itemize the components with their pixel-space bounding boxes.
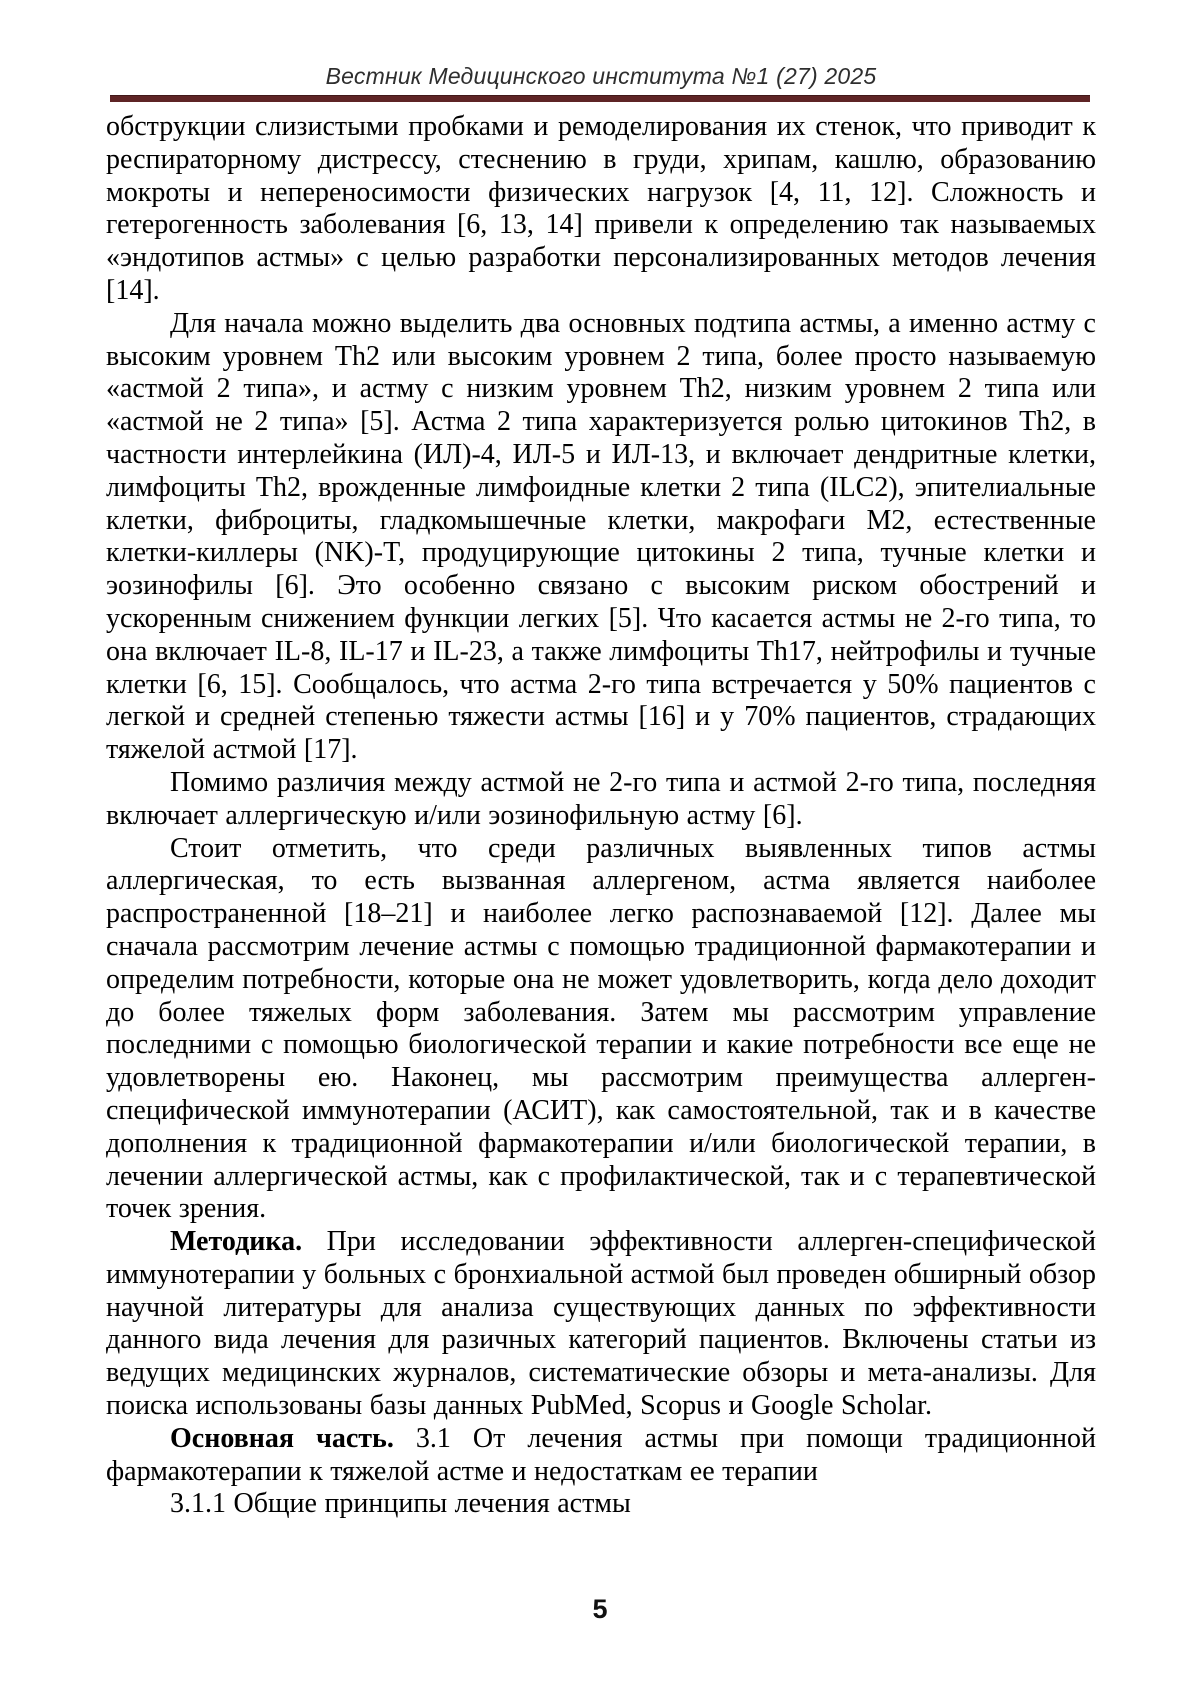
paragraph: Основная часть. 3.1 От лечения астмы при помощи традиционной фармакотерапии к тяжелой астме и недостаткам ее терапии — [106, 1422, 1097, 1487]
paragraph-lead: Основная часть. — [170, 1422, 394, 1454]
header-divider-rule — [110, 95, 1090, 102]
paragraph: Стоит отметить, что среди различных выявленных типов астмы аллергическая, то есть вызванная аллергеном, астма является наиболее распространенной [18–21] и наиболее легко распознаваемой [12]. Далее мы сначала рассмотрим лечение астмы с помощью традиционной фармакотерапии и определим потребности, которые она не может удовлетворить, когда дело доходит до более тяжелых форм заболевания. Затем мы рассмотрим управление последними с помощью биологической терапии и какие потребности все еще не удовлетворены ею. Наконец, мы рассмотрим преимущества аллерген-специфической иммунотерапии (АСИТ), как самостоятельной, так и в качестве дополнения к традиционной фармакотерапии и/или биологической терапии, в лечении аллергической астмы, как с профилактической, так и с терапевтической точек зрения. — [106, 832, 1096, 1225]
paragraph: Помимо различия между астмой не 2-го типа и астмой 2-го типа, последняя включает аллергическую и/или эозинофильную астму [6]. — [106, 766, 1096, 831]
paragraph: 3.1.1 Общие принципы лечения астмы — [170, 1488, 631, 1520]
paragraph-lead: Методика. — [170, 1226, 303, 1258]
article-body — [106, 111, 1096, 1521]
page-number: 5 — [592, 1594, 608, 1624]
paragraph: обструкции слизистыми пробками и ремоделирования их стенок, что приводит к респираторному дистрессу, стеснению в груди, хрипам, кашлю, образованию мокроты и непереносимости физических нагрузок [4, 11, 12]. Сложность и гетерогенность заболевания [6, 13, 14] привели к определению так называемых «эндотипов астмы» с целью разработки персонализированных методов лечения [14]. — [106, 111, 1096, 306]
journal-running-head: Вестник Медицинского института №1 (27) 2025 — [325, 63, 877, 89]
paragraph: Для начала можно выделить два основных подтипа астмы, а именно астму с высоким уровнем Th2 или высоким уровнем 2 типа, более просто называемую «астмой 2 типа», и астму с низким уровнем Th2, низким уровнем 2 типа или «астмой не 2 типа» [5]. Астма 2 типа характеризуется ролью цитокинов Th2, в частности интерлейкина (ИЛ)-4, ИЛ-5 и ИЛ-13, и включает дендритные клетки, лимфоциты Th2, врожденные лимфоидные клетки 2 типа (ILC2), эпителиальные клетки, фиброциты, гладкомышечные клетки, макрофаги М2, естественные клетки-киллеры (NK)-T, продуцирующие цитокины 2 типа, тучные клетки и эозинофилы [6]. Это особенно связано с высоким риском обострений и ускоренным снижением функции легких [5]. Что касается астмы не 2-го типа, то она включает IL-8, IL-17 и IL-23, а также лимфоциты Th17, нейтрофилы и тучные клетки [6, 15]. Сообщалось, что астма 2-го типа встречается у 50% пациентов с легкой и средней степенью тяжести астмы [16] и у 70% пациентов, страдающих тяжелой астмой [17]. — [106, 307, 1096, 766]
paragraph: Методика. При исследовании эффективности аллерген-специфической иммунотерапии у больных с бронхиальной астмой был проведен обширный обзор научной литературы для анализа существующих данных по эффективности данного вида лечения для разичных категорий пациентов. Включены статьи из ведущих медицинских журналов, систематические обзоры и мета-анализы. Для поиска использованы базы данных PubMed, Scopus и Google Scholar. — [106, 1226, 1096, 1422]
